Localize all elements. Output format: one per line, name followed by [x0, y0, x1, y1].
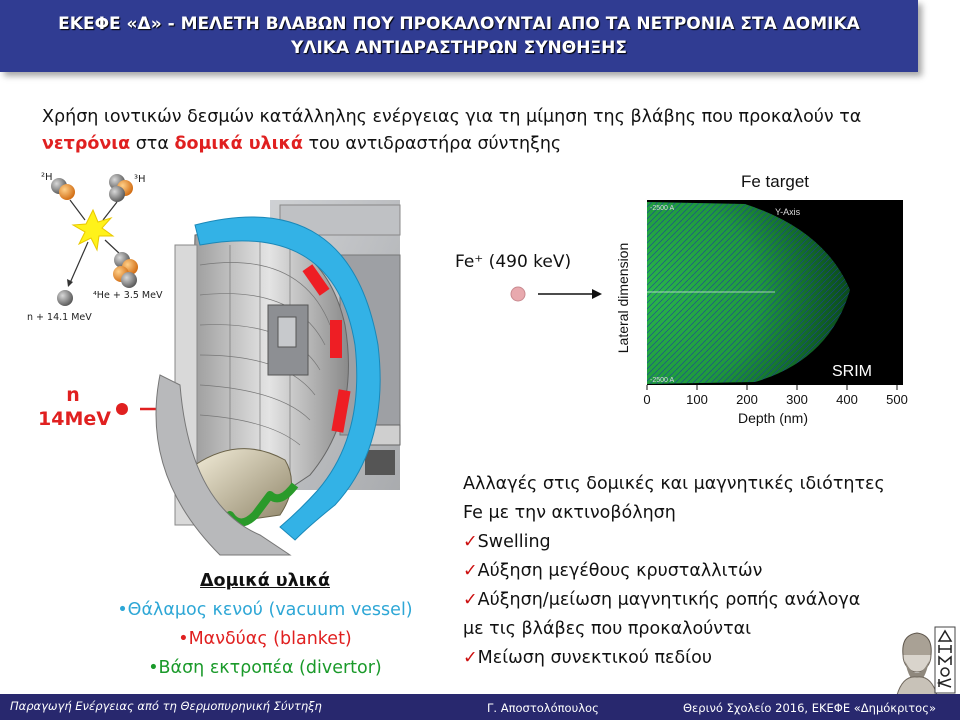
srim-x-tick-label: 300	[786, 392, 808, 407]
srim-x-tick-label: 200	[736, 392, 758, 407]
intro-text	[42, 104, 922, 158]
list-item-text: Αύξηση μεγέθους κρυσταλλιτών	[477, 561, 763, 581]
check-icon: ✓	[463, 648, 478, 668]
srim-inner-top-label: -2500 A	[650, 205, 675, 212]
legend-item-text: Μανδύας (blanket)	[188, 629, 352, 649]
bullet-icon: •	[178, 629, 189, 649]
srim-x-tick-label: 400	[836, 392, 858, 407]
ion-beam-arrow	[508, 284, 604, 304]
srim-ylabel: Lateral dimension	[615, 242, 631, 354]
srim-svg	[595, 190, 925, 430]
srim-x-tick-label: 100	[686, 392, 708, 407]
list-item	[463, 557, 933, 586]
neutron-energy-label: n + 14.1 MeV	[27, 312, 92, 323]
check-icon: ✓	[463, 590, 478, 610]
list-item-text: Μείωση συνεκτικού πεδίου	[477, 648, 712, 668]
srim-x-ticks	[643, 385, 907, 407]
bullet-icon: •	[148, 658, 159, 678]
footer-left: Παραγωγή Ενέργειας από τη Θερμοπυρηνική Σύντηξη	[10, 699, 322, 713]
list-item-text: Αύξηση/μείωση μαγνητικής ροπής ανάλογα	[477, 590, 861, 610]
legend-item-vacuum-vessel	[80, 596, 450, 625]
changes-head-line-1: Αλλαγές στις δομικές και μαγνητικές ιδιότητες	[463, 474, 885, 494]
legend-item-text: Βάση εκτροπέα (divertor)	[158, 658, 382, 678]
materials-heading: Δομικά υλικά	[200, 571, 330, 591]
footer-event: Θερινό Σχολείο 2016, ΕΚΕΦΕ «Δημόκριτος»	[683, 701, 937, 715]
neutron-symbol: n	[66, 384, 80, 406]
title-line-2: ΥΛΙΚΑ ΑΝΤΙΔΡΑΣΤΗΡΩΝ ΣΥΝΘΗΞΗΣ	[290, 38, 628, 58]
intro-part-3: του αντιδραστήρα σύντηξης	[302, 134, 562, 154]
check-icon: ✓	[463, 532, 478, 552]
legend-item-text: Θάλαμος κενού (vacuum vessel)	[127, 600, 413, 620]
legend-item-blanket	[80, 625, 450, 654]
srim-x-tick-label: 500	[886, 392, 908, 407]
list-item	[463, 644, 933, 673]
deuterium-label: ²H	[41, 172, 53, 183]
intro-part-2: στα	[130, 134, 175, 154]
fe-ion-label: Fe⁺ (490 keV)	[455, 252, 572, 272]
list-item	[463, 528, 933, 557]
neutron-particle	[57, 290, 73, 306]
srim-xlabel: Depth (nm)	[737, 410, 809, 426]
list-item-continuation: με τις βλάβες που προκαλούνται	[463, 619, 752, 639]
srim-x-tick-label: 0	[643, 392, 651, 407]
list-item-text: Swelling	[477, 532, 551, 552]
intro-highlight-materials: δομικά υλικά	[174, 134, 303, 154]
srim-inner-bottom-label: -2500 A	[650, 377, 675, 384]
footer-bar	[0, 694, 960, 720]
structural-materials-legend	[80, 567, 450, 683]
tritium-label: ³H	[134, 174, 146, 185]
neutron-label	[38, 383, 111, 431]
slide-title	[0, 12, 918, 60]
property-changes-list	[463, 470, 933, 673]
srim-plot	[595, 190, 925, 430]
srim-title: Fe target	[740, 172, 810, 191]
changes-head-line-2: Fe με την ακτινοβόληση	[463, 503, 676, 523]
footer-author: Γ. Αποστολόπουλος	[487, 701, 599, 715]
title-line-1: ΕΚΕΦΕ «Δ» - ΜΕΛΕΤΗ ΒΛΑΒΩΝ ΠΟΥ ΠΡΟΚΑΛΟΥΝΤΑΙ ΑΠΟ ΤΑ ΝΕΤΡΟΝΙΑ ΣΤΑ ΔΟΜΙΚΑ	[58, 14, 860, 34]
democritus-bust-icon	[895, 625, 957, 695]
list-item	[463, 586, 933, 615]
srim-inner-axis-label: Y-Axis	[775, 207, 801, 217]
deuterium-nucleus	[51, 178, 75, 200]
reactor-svg	[100, 195, 410, 565]
check-icon: ✓	[463, 561, 478, 581]
intro-highlight-neutrons: νετρόνια	[42, 134, 131, 154]
helium-energy-label: ⁴He + 3.5 MeV	[93, 290, 163, 301]
title-banner	[0, 0, 918, 72]
reactor-cutaway-image	[100, 195, 410, 565]
democritus-logo	[895, 625, 957, 695]
neutron-energy: 14MeV	[38, 408, 111, 430]
legend-item-divertor	[80, 654, 450, 683]
srim-tag: SRIM	[832, 363, 872, 380]
intro-part-1: Χρήση ιοντικών δεσμών κατάλληλης ενέργειας για τη μίμηση της βλάβης που προκαλούν τα	[42, 107, 862, 127]
bullet-icon: •	[117, 600, 128, 620]
